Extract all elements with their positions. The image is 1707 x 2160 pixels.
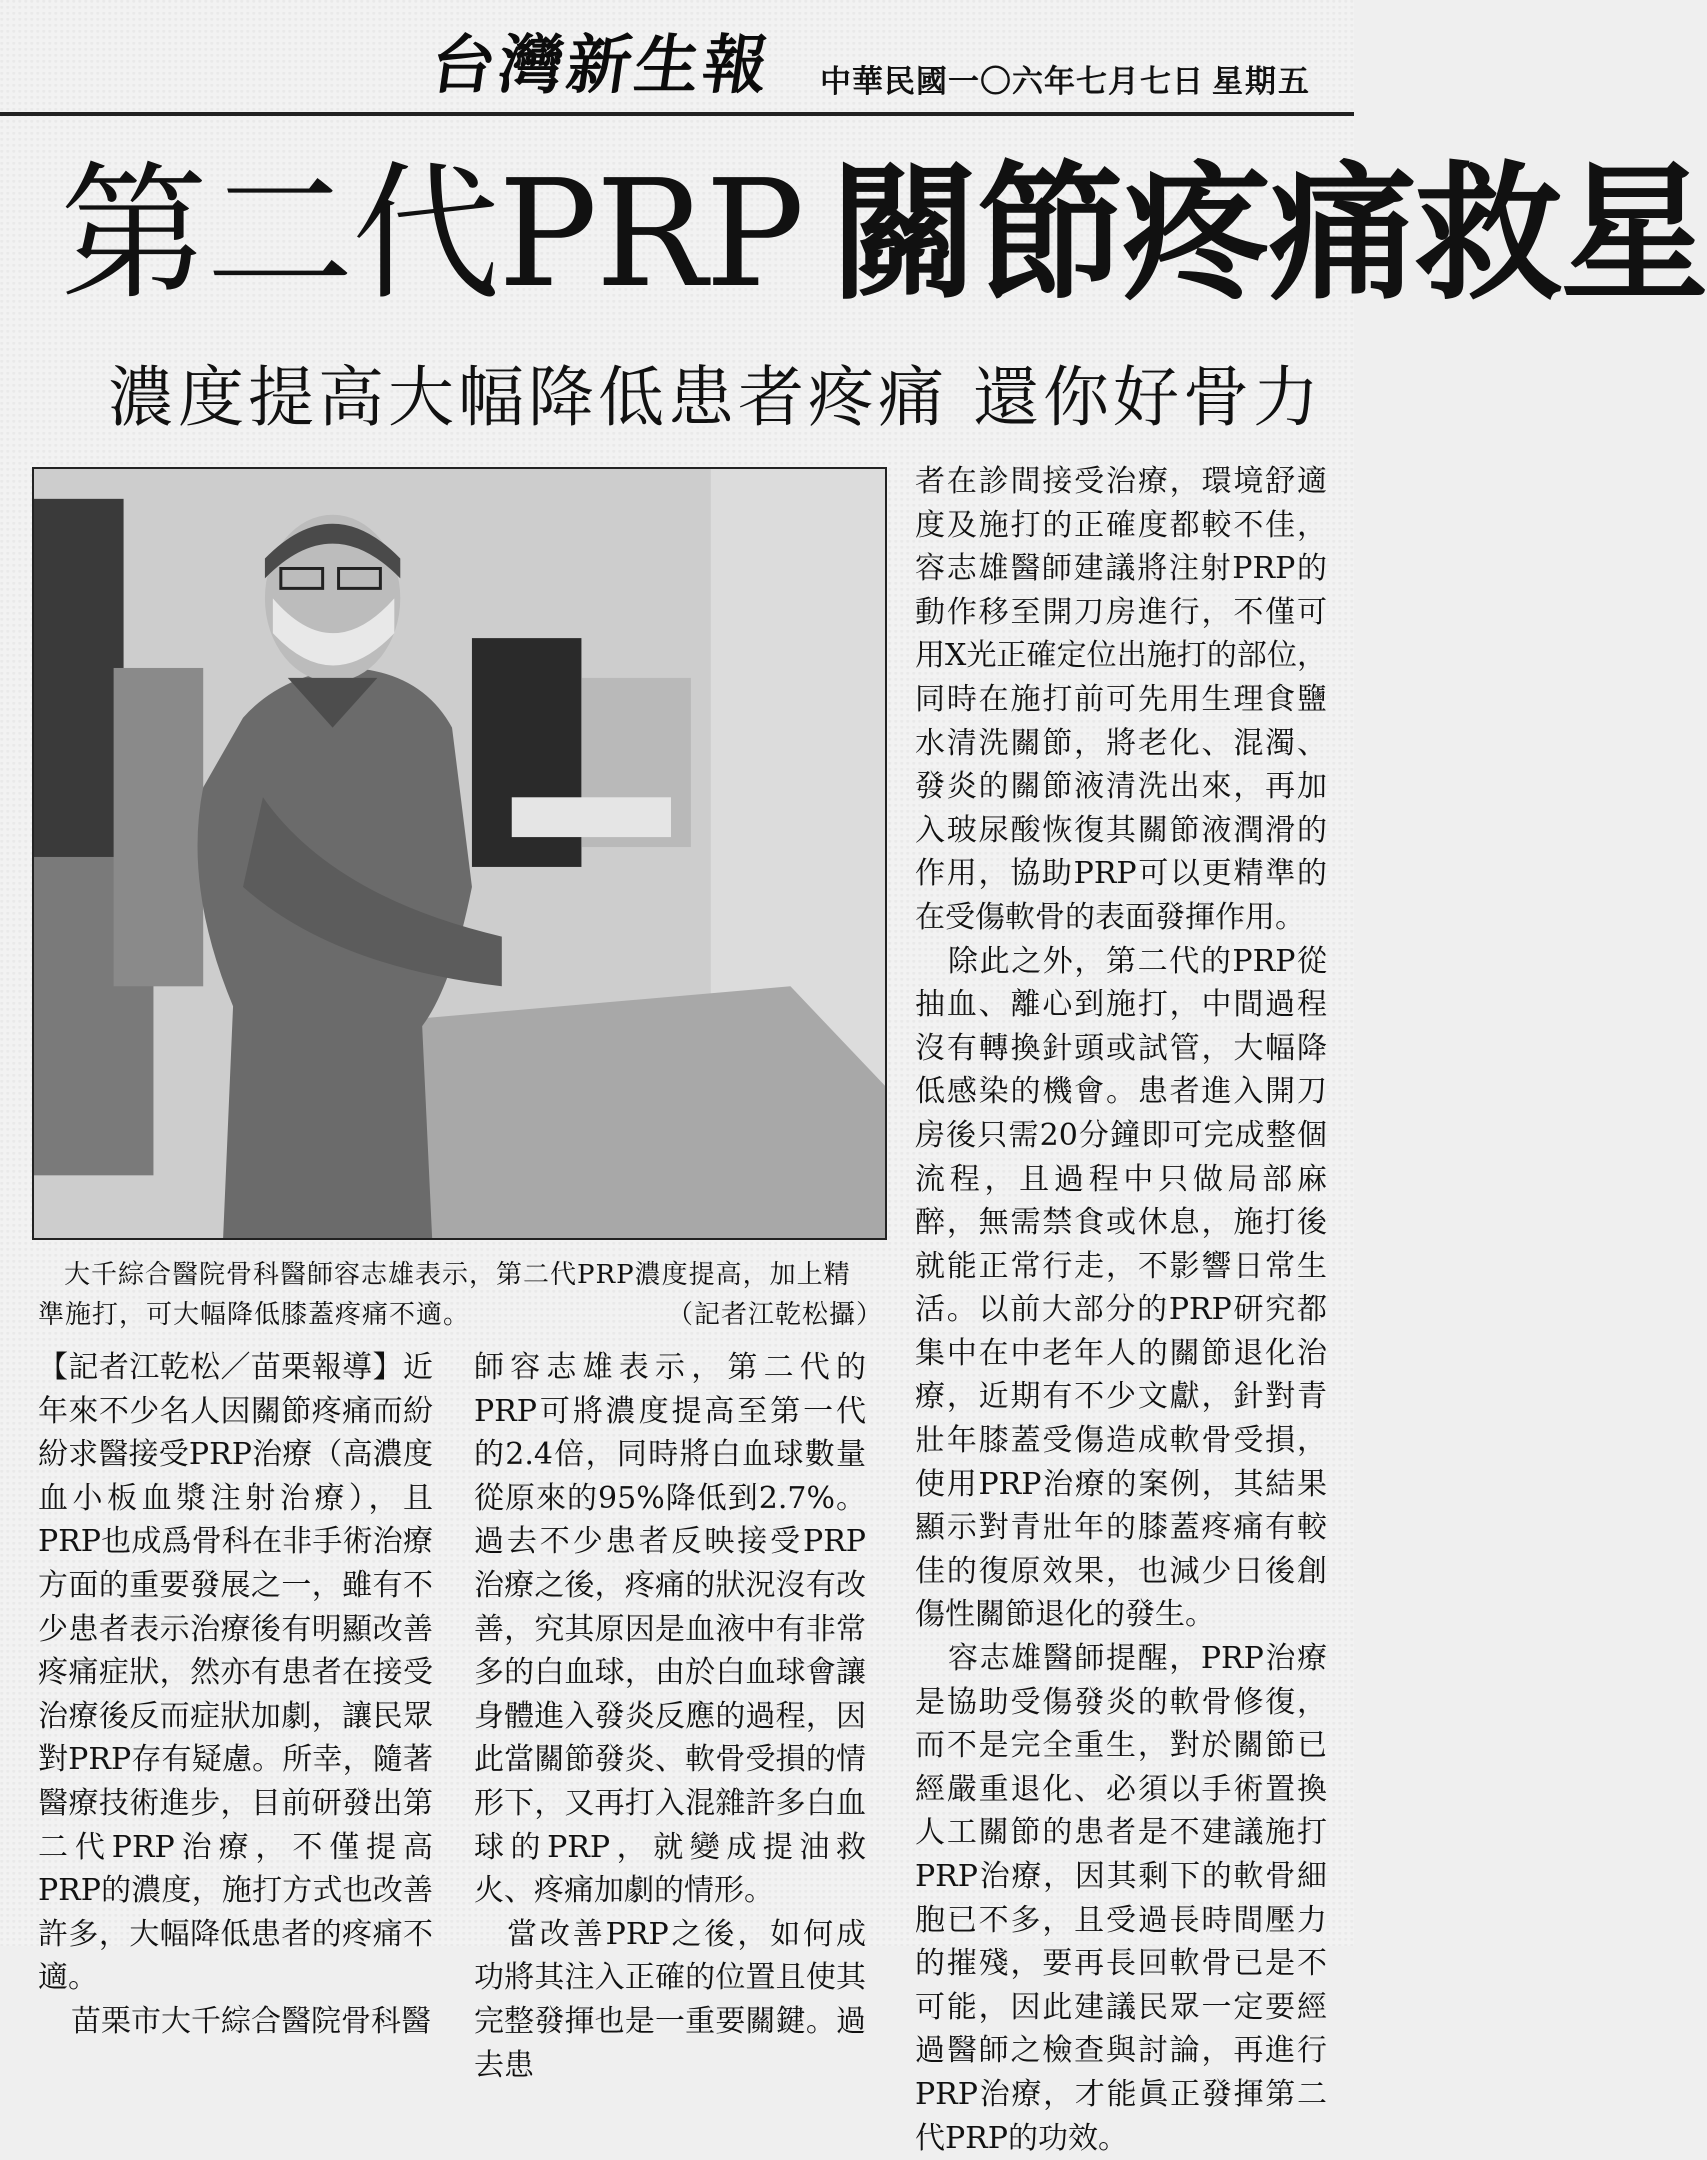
article-paragraph: 【記者江乾松／苗栗報導】近年來不少名人因關節疼痛而紛紛求醫接受PRP治療（高濃度血小板血漿注射治療），且PRP也成爲骨科在非手術治療方面的重要發展之一，雖有不少患者表示治療後有明顯改善疼痛症狀，然亦有患者在接受治療後反而症狀加劇，讓民眾對PRP存有疑慮。所幸，隨著醫療技術進步，目前研發出第二代PRP治療，不僅提高PRP的濃度，施打方式也改善許多，大幅降低患者的疼痛不適。 (38, 1350, 433, 1996)
article-paragraph: 容志雄醫師提醒，PRP治療是協助受傷發炎的軟骨修復，而不是完全重生，對於關節已經嚴重退化、必須以手術置換人工關節的患者是不建議施打PRP治療，因其剩下的軟骨細胞已不多，且受過長時間壓力的摧殘，要再長回軟骨已是不可能，因此建議民眾一定要經過醫師之檢查與討論，再進行PRP治療，才能眞正發揮第二代PRP的功效。 (915, 1641, 1327, 2156)
article-column-left (38, 1346, 433, 2044)
article-paragraph: 除此之外，第二代的PRP從抽血、離心到施打，中間過程沒有轉換針頭或試管，大幅降低感染的機會。患者進入開刀房後只需20分鐘即可完成整個流程，且過程中只做局部麻醉，無需禁食或休息，施打後就能正常行走，不影響日常生活。以前大部分的PRP研究都集中在中老年人的關節退化治療，近期有不少文獻，針對青壯年膝蓋受傷造成軟骨受損，使用PRP治療的案例，其結果顯示對青壯年的膝蓋疼痛有較佳的復原效果，也減少日後創傷性關節退化的發生。 (915, 943, 1327, 1633)
photo-illustration (34, 469, 885, 1238)
article-paragraph: 師容志雄表示，第二代的PRP可將濃度提高至第一代的2.4倍，同時將白血球數量從原來的95%降低到2.7%。過去不少患者反映接受PRP治療之後，疼痛的狀況沒有改善，究其原因是血液中有非常多的白血球，由於白血球會讓身體進入發炎反應的過程，因此當關節發炎、軟骨受損的情形下，又再打入混雜許多白血球的PRP，就變成提油救火、疼痛加劇的情形。 (474, 1350, 866, 1909)
publication-date: 中華民國一〇六年七月七日 (820, 64, 1204, 100)
headline-part-1: 第二代PRP (60, 148, 803, 320)
article-paragraph: 者在診間接受治療，環境舒適度及施打的正確度都較不佳，容志雄醫師建議將注射PRP的動作移至開刀房進行，不僅可用X光正確定位出施打的部位，同時在施打前可先用生理食鹽水清洗關節，將老化、混濁、發炎的關節液清洗出來，再加入玻尿酸恢復其關節液潤滑的作用，協助PRP可以更精準的在受傷軟骨的表面發揮作用。 (915, 464, 1327, 935)
article-column-middle (474, 1346, 866, 2087)
photo-credit: （記者江乾松攝） (666, 1300, 883, 1330)
subheadline: 濃度提高大幅降低患者疼痛 還你好骨力 (108, 359, 1323, 436)
caption-line-2: 準施打，可大幅降低膝蓋疼痛不適。 (38, 1300, 471, 1330)
publication-weekday: 星期五 (1212, 64, 1311, 100)
caption-line-1: 大千綜合醫院骨科醫師容志雄表示，第二代PRP濃度提高，加上精 (64, 1260, 851, 1290)
article-paragraph: 苗栗市大千綜合醫院骨科醫 (71, 2003, 431, 2039)
headline-part-2: 關節疼痛救星 (830, 148, 1707, 320)
masthead-divider (0, 112, 1354, 116)
photo-caption (38, 1255, 883, 1335)
headline (60, 148, 1707, 320)
masthead (0, 0, 1354, 118)
doctor-photo (32, 467, 887, 1240)
newspaper-name: 台灣新生報 (425, 28, 777, 103)
article-column-right (915, 460, 1327, 2160)
article-paragraph: 當改善PRP之後，如何成功將其注入正確的位置且使其完整發揮也是一重要關鍵。過去患 (474, 1916, 866, 2083)
